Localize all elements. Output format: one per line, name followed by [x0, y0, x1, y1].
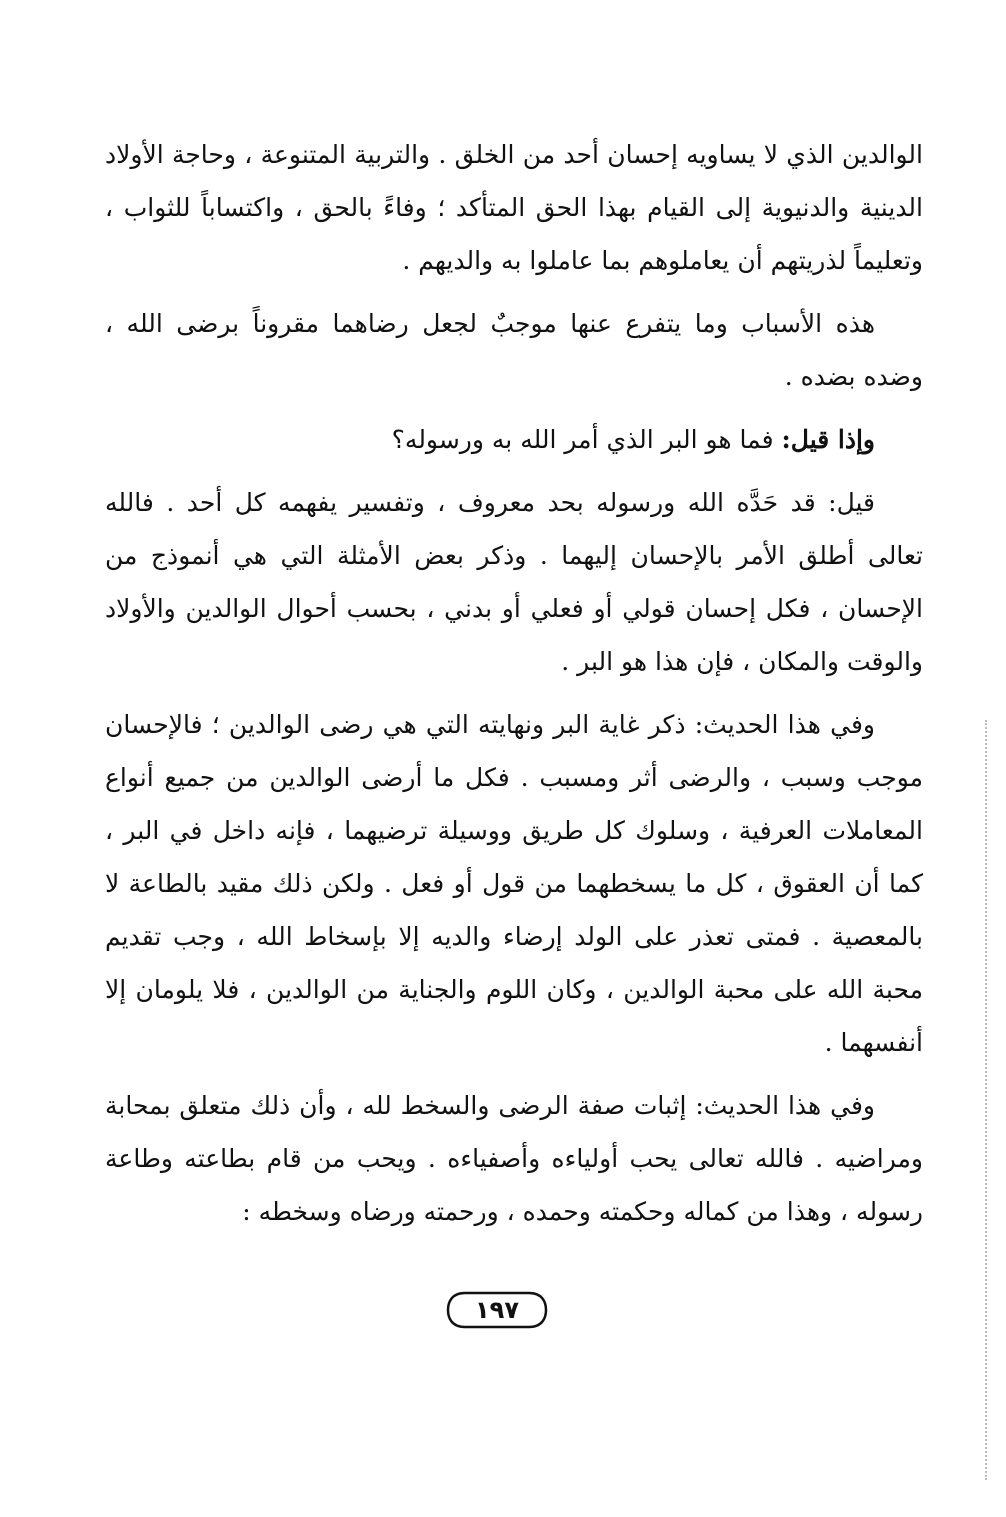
paragraph-5-text: ذكر غاية البر ونهايته التي هي رضى الوالدين ؛ فالإحسان موجب وسبب ، والرضى أثر ومسبب . فكل ما أرضى الوالدين من جميع أنواع المعاملات العرفية ، وسلوك كل طريق ووسيلة ترضيهما ، فإنه داخل في البر ، كما أن العقوق ، كل ما يسخطهما من قول أو فعل . ولكن ذلك مقيد بالطاعة لا بالمعصية . فمتى تعذر على الولد إرضاء والديه إلا بإسخاط الله ، وجب تقديم محبة الله على محبة الوالدين ، وكان اللوم والجناية من الوالدين ، فلا يلومان إلا أنفسهما . [105, 710, 923, 1057]
paragraph-5 [105, 698, 923, 1069]
scan-edge-line [985, 720, 987, 1480]
paragraph-6-text: إثبات صفة الرضى والسخط لله ، وأن ذلك متعلق بمحابة ومراضيه . فالله تعالى يحب أولياءه وأصفياءه . ويحب من قام بطاعته وطاعة رسوله ، وهذا من كماله وحكمته وحمده ، ورحمته ورضاه وسخطه : [105, 1091, 923, 1226]
page-number-ornament [445, 1290, 549, 1330]
paragraph-3-lead: وإذا قيل: [781, 425, 875, 454]
page-body-text [105, 128, 923, 1238]
paragraph-4-text: قد حَدَّه الله ورسوله بحد معروف ، وتفسير يفهمه كل أحد . فالله تعالى أطلق الأمر بالإحسان إليهما . وذكر بعض الأمثلة التي هي أنموذج من الإحسان ، فكل إحسان قولي أو فعلي أو بدني ، بحسب أحوال الوالدين والأولاد والوقت والمكان ، فإن هذا هو البر . [105, 488, 923, 676]
paragraph-1-text: الوالدين الذي لا يساويه إحسان أحد من الخلق . والتربية المتنوعة ، وحاجة الأولاد الدينية والدنيوية إلى القيام بهذا الحق المتأكد ؛ وفاءً بالحق ، واكتساباً للثواب ، وتعليماً لذريتهم أن يعاملوهم بما عاملوا به والديهم . [105, 140, 923, 275]
paragraph-4 [105, 476, 923, 688]
paragraph-2 [105, 297, 923, 403]
paragraph-1 [105, 128, 923, 287]
paragraph-3-text: فما هو البر الذي أمر الله به ورسوله؟ [391, 425, 782, 454]
paragraph-4-lead: قيل: [828, 488, 875, 517]
paragraph-5-lead: وفي هذا الحديث: [694, 710, 876, 739]
paragraph-6 [105, 1079, 923, 1238]
paragraph-2-text: هذه الأسباب وما يتفرع عنها موجبٌ لجعل رضاهما مقروناً برضى الله ، وضده بضده . [105, 309, 923, 391]
paragraph-6-lead: وفي هذا الحديث: [695, 1091, 875, 1120]
paragraph-3 [105, 413, 923, 466]
page-number: ١٩٧ [475, 1296, 519, 1324]
